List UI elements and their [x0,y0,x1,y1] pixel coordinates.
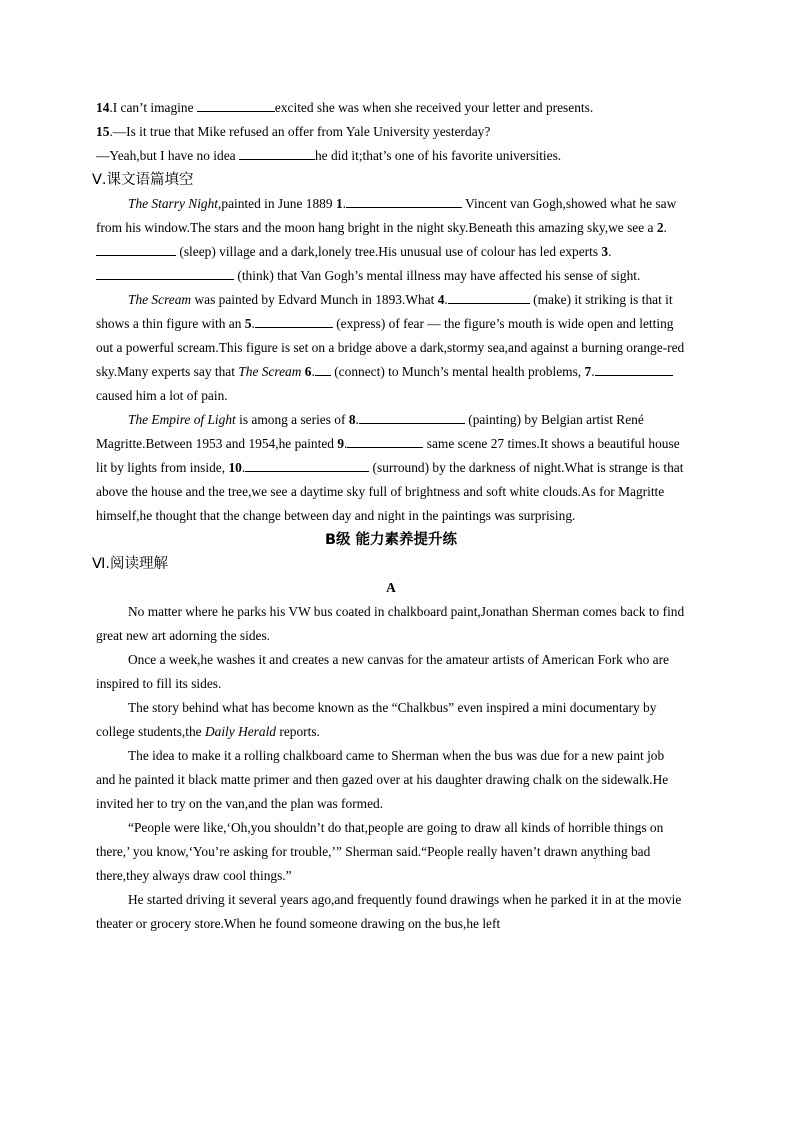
worksheet-page [92,96,686,936]
answer-blank[interactable] [255,313,333,328]
cloze-paragraph: The Starry Night,painted in June 1889 1. Vincent van Gogh,showed what he saw from his window.The stars and the moon hang bright in the night sky.Beneath this amazing sky,we see a 2. (sleep) village and a dark,lonely tree.His unusual use of colour has led experts 3. (think) that Van Gogh’s mental illness may have affected his sense of sight. [96,192,686,288]
reading-paragraph: The idea to make it a rolling chalkboard came to Sherman when the bus was due for a new paint job and he painted it black matte primer and then gazed over at his daughter drawing chalk on the sidewalk.He invited her to try on the van,and the plan was formed. [96,748,669,811]
reading-paragraph: No matter where he parks his VW bus coated in chalkboard paint,Jonathan Sherman comes back to find great new art adorning the sides. [96,604,685,643]
reading-paragraph: He started driving it several years ago,and frequently found drawings when he parked it in at the movie theater or grocery store.When he found someone drawing on the bus,he left [96,892,682,931]
cloze-paragraph: The Empire of Light is among a series of 8. (painting) by Belgian artist René Magritte.Between 1953 and 1954,he painted 9. same scene 27 times.It shows a beautiful house lit by lights from inside, 10. (surround) by the darkness of night.What is strange is that above the house and the tree,we see a daytime sky full of brightness and soft white clouds.As for Magritte himself,he thought that the change between day and night in the paintings was surprising. [96,408,686,528]
level-heading: B级 能力素养提升练 [324,532,458,548]
section-heading-cloze: Ⅴ.课文语篇填空 [92,172,194,188]
answer-blank[interactable] [197,97,275,112]
answer-blank[interactable] [96,265,234,280]
answer-blank[interactable] [239,145,315,160]
cloze-paragraph: The Scream was painted by Edvard Munch in 1893.What 4. (make) it striking is that it shows a thin figure with an 5. (express) of fear — the figure’s mouth is wide open and letting out a powerful scream.This figure is set on a bridge above a dark,stormy sea,and against a burning orange-red sky.Many experts say that The Scream 6. (connect) to Munch’s mental health problems, 7. caused him a lot of pain. [96,288,686,408]
answer-blank[interactable] [315,361,331,376]
reading-paragraph: The story behind what has become known as the “Chalkbus” even inspired a mini documentary by college students,the Daily Herald reports. [96,700,657,739]
answer-blank[interactable] [448,289,530,304]
reading-paragraph: “People were like,‘Oh,you shouldn’t do that,people are going to draw all kinds of horrible things on there,’ you know,‘You’re asking for trouble,’” Sherman said.“People really haven’t drawn anything bad there,they always draw cool things.” [96,820,664,883]
section-heading-reading: Ⅵ.阅读理解 [92,556,168,572]
answer-blank[interactable] [359,409,465,424]
answer-blank[interactable] [96,241,176,256]
question-number: 15 [96,124,110,139]
question-15: 15.—Is it true that Mike refused an offer from Yale University yesterday? —Yeah,but I have no idea he did it;that’s one of his favorite universities. [96,124,562,163]
answer-blank[interactable] [245,457,369,472]
passage-letter: A [386,580,396,595]
question-number: 14 [96,100,110,115]
answer-blank[interactable] [595,361,673,376]
question-14: 14.I can’t imagine excited she was when she received your letter and presents. [96,96,686,120]
answer-blank[interactable] [347,433,423,448]
answer-blank[interactable] [346,193,462,208]
reading-paragraph: Once a week,he washes it and creates a new canvas for the amateur artists of American Fork who are inspired to fill its sides. [96,652,669,691]
